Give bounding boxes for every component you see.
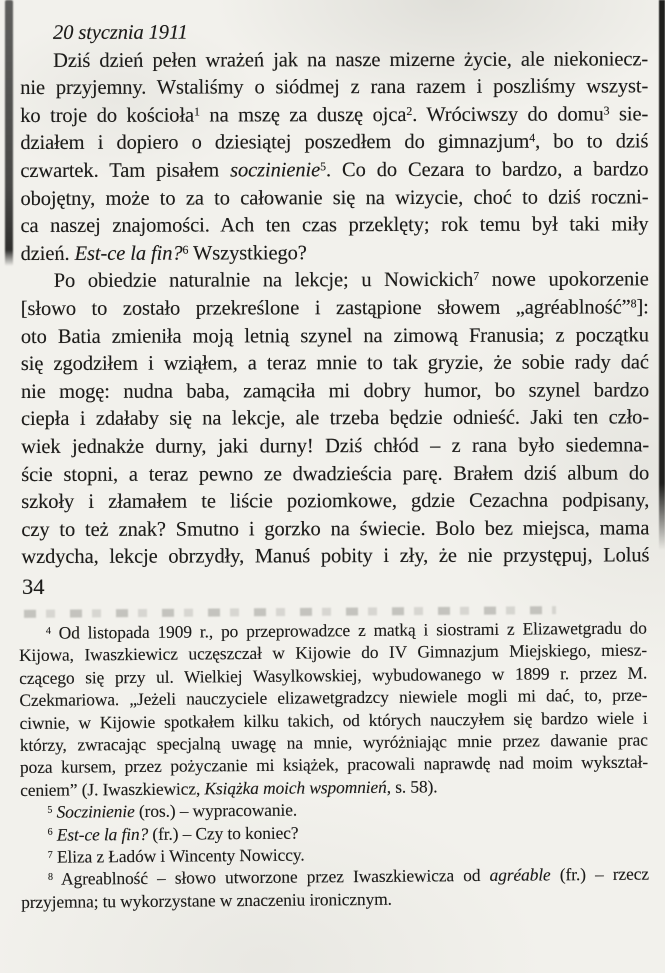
footnote-4 — [19, 617, 649, 802]
text-segment: Od listopada 1909 r., po przeprowadzce z matką i siostrami z Elizawetgradu do — [50, 617, 647, 643]
text-line — [21, 460, 649, 489]
footnote-ref: 7 — [47, 849, 53, 861]
text-segment: Soczinienie — [56, 801, 135, 822]
text-segment: Dziś dzień pełen wrażeń jak na nasze mizerne życie, ale niekoniecz- — [53, 47, 649, 72]
text-line — [21, 349, 649, 378]
text-segment: Książka moich wspomnień — [204, 776, 387, 799]
text-line — [20, 156, 648, 185]
text-segment: działem i dopiero o dziesiątej poszedłem do gimnazjum — [20, 131, 530, 155]
footnote-8 — [21, 863, 649, 913]
text-segment: wzdycha, lekcje obrzydły, Manuś pobity i zły, że nie przystępuj, Loluś — [21, 544, 650, 569]
entry-date-heading: 20 stycznia 1911 — [53, 21, 188, 44]
diary-entry-block — [20, 18, 649, 572]
text-segment: , bo to dziś — [535, 130, 649, 154]
text-line — [21, 885, 649, 913]
footnote-ref: 2 — [406, 103, 413, 118]
footnote-ref: 5 — [47, 804, 53, 816]
text-segment: dzień. — [20, 242, 75, 265]
text-segment: (fr.) – rzecz — [550, 863, 650, 885]
footnote-ref: 7 — [473, 269, 480, 284]
text-segment: czącego się przy ul. Wielkiej Wasylkowskiej, wybudowanego w 1899 r. przez M. — [19, 662, 648, 688]
paragraph-2 — [21, 267, 650, 572]
text-segment: obojętny, może to za to całowanie się na wizycie, choć to dziś roczni- — [20, 185, 649, 210]
text-segment: [słowo to zostało przekreślone i zastąpione słowem „agréablność” — [20, 296, 631, 320]
text-segment: oto Batia zmieniła moją letnią szynel na zimową Franusia; z początku — [20, 323, 649, 348]
faded-text-remnant — [24, 606, 556, 618]
text-segment: Est-ce la fin? — [74, 242, 183, 265]
text-line — [21, 212, 649, 241]
text-line — [21, 267, 649, 296]
text-segment: . Co do Cezara to bardzo, a bardzo — [325, 158, 649, 182]
text-segment: , s. 58). — [386, 776, 438, 797]
text-segment: nowe upokorzenie — [479, 268, 649, 292]
text-segment: ]: — [636, 296, 649, 319]
text-segment: agréable — [489, 864, 551, 886]
paragraph-1 — [20, 46, 649, 268]
footnote-ref: 8 — [630, 296, 637, 311]
footnote-ref: 1 — [194, 104, 200, 119]
text-segment: ceniem” (J. Iwaszkiewicz, — [20, 778, 205, 800]
text-segment: na mszę za duszę ojca — [199, 103, 407, 127]
scan-edge-artifact-left — [5, 0, 13, 266]
text-line — [21, 543, 649, 572]
text-segment: (fr.) – Czy to koniec? — [148, 822, 299, 844]
text-segment: ciepła i zdałaby się na lekcje, ale trzeba będzie odnieść. Jaki ten czło- — [21, 406, 650, 431]
text-line — [20, 129, 648, 158]
text-segment: sie- — [609, 103, 649, 126]
text-segment: ście stopni, a teraz pewno ze dwadzieścia parę. Brałem dziś album do — [21, 461, 650, 486]
text-segment: Wszystkiego? — [188, 242, 307, 265]
footnote-ref: 4 — [45, 625, 51, 637]
text-line — [21, 239, 649, 268]
footnote-ref: 6 — [182, 242, 189, 257]
text-segment: ca naszej znajomości. Ach ten czas przeklęty; rok temu był taki miły — [20, 213, 649, 238]
text-line — [21, 487, 649, 516]
text-segment: przyjemna; tu wykorzystane w znaczeniu ironicznym. — [21, 888, 392, 912]
text-segment: ko troje do kościoła — [20, 104, 195, 127]
text-segment: wiek jednakże durny, jaki durny! Dziś chłód – z rana było siedemna- — [21, 434, 650, 458]
text-line — [21, 405, 649, 434]
text-segment: (ros.) – wypracowanie. — [134, 799, 298, 822]
text-line — [20, 74, 648, 103]
footnote-ref: 4 — [529, 131, 536, 146]
text-line — [20, 184, 648, 213]
page-number: 34 — [22, 574, 45, 599]
text-segment: ciwnie, w Kijowie spotkałem kilku takich, od których nauczyłem się bardzo wiele i — [19, 707, 648, 733]
footnote-ref: 5 — [320, 159, 326, 174]
text-segment: czwartek. Tam pisałem — [20, 159, 231, 182]
text-line — [21, 294, 649, 323]
text-segment: Agreablność – słowo utworzone przez Iwaszkiewicza od — [52, 865, 490, 890]
text-segment: szkoły i złamałem te liście poziomkowe, gdzie Cezachna podpisany, — [21, 489, 650, 514]
text-segment: Czekmariowa. „Jeżeli nauczyciele elizawetgradzcy niewiele mogli mi dać, to, prze- — [19, 684, 648, 711]
text-segment: soczinienie — [230, 159, 321, 182]
text-line — [21, 322, 649, 351]
text-line — [20, 46, 648, 75]
text-segment: Kijowa, Iwaszkiewicz uczęszczał w Kijowie do IV Gimnazjum Miejskiego, miesz- — [18, 639, 648, 666]
text-segment: nie przyjemny. Wstaliśmy o siódmej z rana razem i poszliśmy wszyst- — [20, 75, 649, 100]
text-segment: Est-ce la fin? — [56, 823, 149, 845]
text-segment: nie mogę: nudna baba, zamąciła mi dobry humor, bo szynel bardzo — [20, 379, 649, 403]
footnotes-block — [19, 617, 650, 914]
footnote-ref: 6 — [47, 827, 53, 839]
text-line — [21, 432, 649, 461]
text-line — [21, 515, 649, 544]
text-line — [21, 377, 649, 406]
scan-edge-artifact-right — [659, 0, 665, 550]
text-segment: się zgodziłem i wziąłem, a teraz mnie to tak gryzie, że sobie rady dać — [20, 351, 649, 376]
footnote-ref: 3 — [603, 103, 610, 118]
text-segment: poza kursem, przez pożyczanie mi książek, pracowali naprawdę nad moim wykształ- — [19, 751, 649, 778]
text-segment: Eliza z Ładów i Wincenty Nowiccy. — [52, 844, 305, 867]
text-segment: Po obiedzie naturalnie na lekcje; u Nowickich — [53, 269, 474, 293]
footnote-ref: 8 — [47, 871, 53, 884]
text-segment: czy to też znak? Smutno i gorzko na świecie. Bolo bez miejsca, mama — [21, 517, 650, 541]
text-segment: . Wróciwszy do domu — [412, 103, 604, 126]
text-line — [20, 101, 648, 130]
text-segment: którzy, zwracając specjalną uwagę na mnie, wyróżniając mnie przez dawanie prac — [19, 729, 648, 755]
